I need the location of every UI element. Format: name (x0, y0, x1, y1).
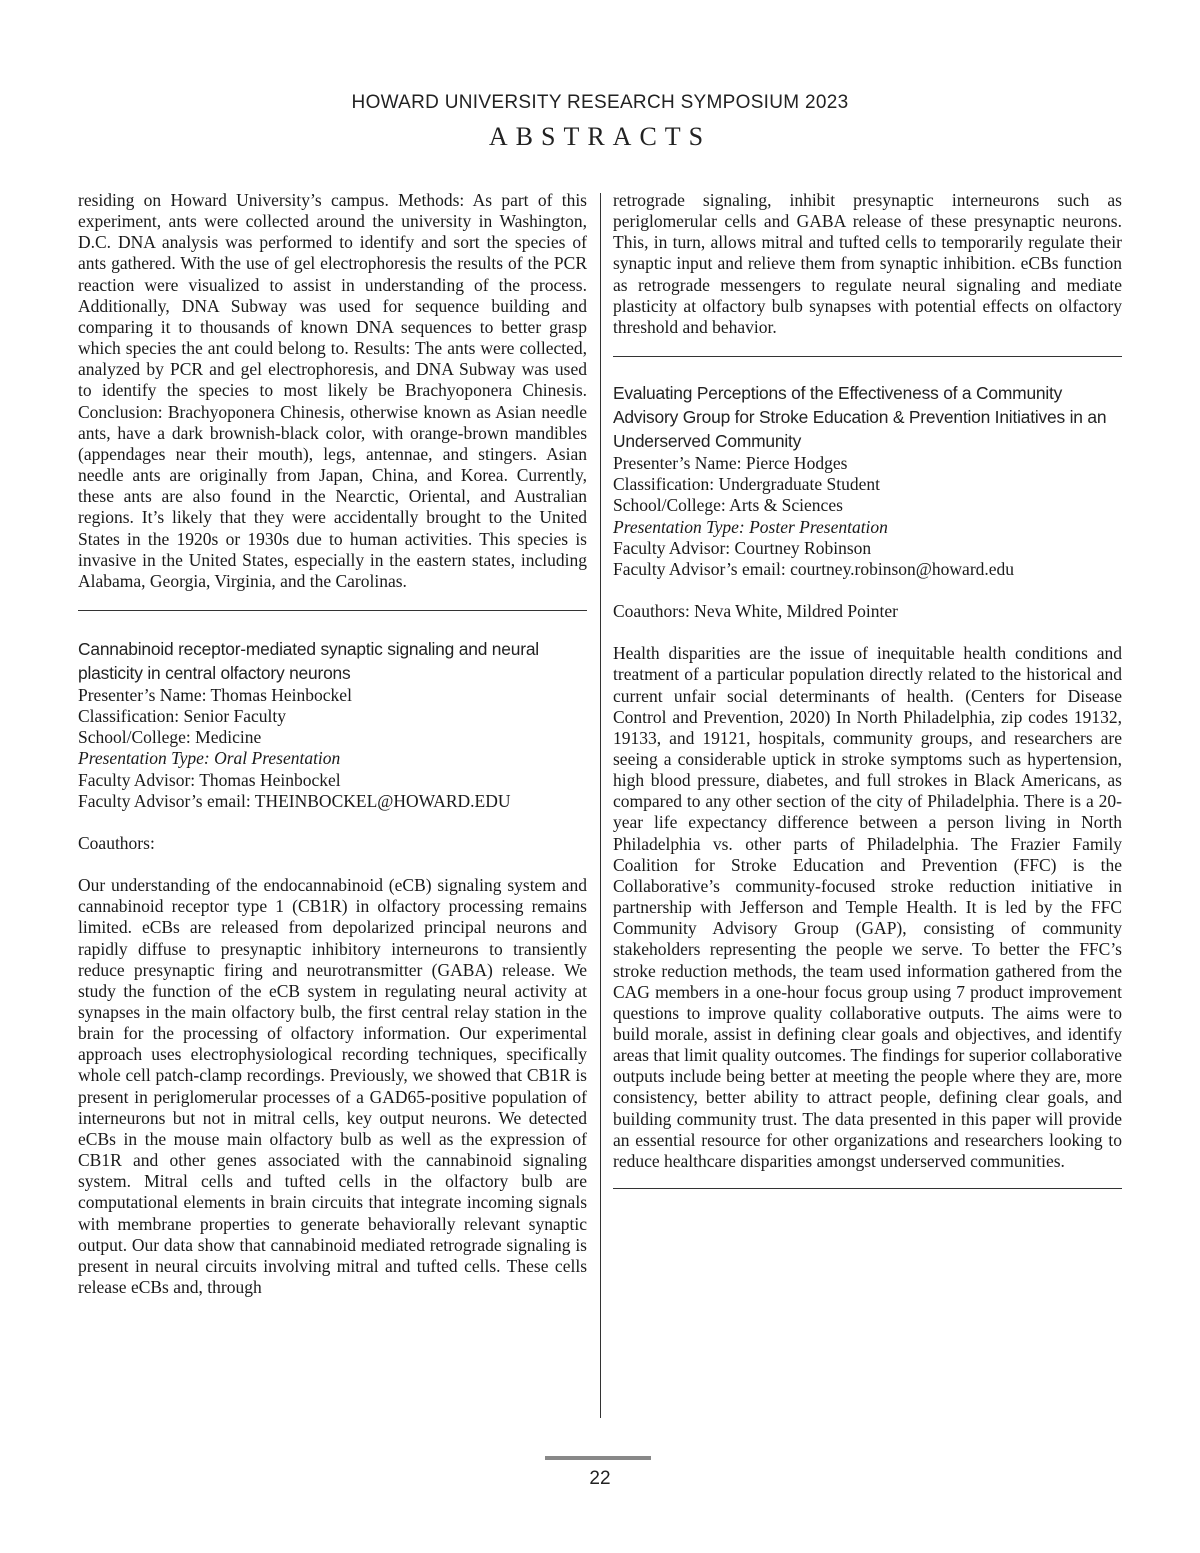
symposium-title: HOWARD UNIVERSITY RESEARCH SYMPOSIUM 2023 (351, 92, 849, 113)
section-divider (613, 1188, 1122, 1189)
presenter-name: Presenter’s Name: Thomas Heinbockel (78, 684, 352, 705)
abstract-body: Our understanding of the endocannabinoid (eCB) signaling system and cannabinoid receptor type 1 (CB1R) in olfactory processing remains limited. eCBs are released from depolarized principal neurons and rapidly diffuse to presynaptic inhibitory interneurons to transiently reduce presynaptic firing and neurotransmitter (GABA) release. We study the function of the eCB system in regulating neural activity at synapses in the main olfactory bulb, the first central relay station in the brain for the processing of olfactory information. Our experimental approach uses electrophysiological recording techniques, specifically whole cell patch-clamp recordings. Previously, we showed that CB1R is present in periglomerular processes of a GAD65-positive population of interneurons but not in mitral cells, key output neurons. We detected eCBs in the mouse main olfactory bulb as well as the expression of CB1R and other genes associated with the cannabinoid signaling system. Mitral cells and tufted cells in the olfactory bulb are computational elements in brain circuits that integrate incoming signals with membrane properties to generate behaviorally relevant synaptic output. Our data show that cannabinoid mediated retrograde signaling is present in neural circuits involving mitral and tufted cells. These cells release eCBs and, through (78, 875, 587, 1298)
presenter-name: Presenter’s Name: Pierce Hodges (613, 453, 848, 474)
presentation-type: Presentation Type: Poster Presentation (613, 516, 888, 537)
section-title: ABSTRACTS (488, 122, 712, 151)
faculty-advisor-email: Faculty Advisor’s email: courtney.robinson@howard.edu (613, 558, 1015, 579)
coauthors: Coauthors: Neva White, Mildred Pointer (613, 601, 898, 622)
faculty-advisor: Faculty Advisor: Thomas Heinbockel (78, 769, 341, 790)
coauthors: Coauthors: (78, 832, 155, 853)
page-header (0, 92, 1200, 152)
continued-abstract-text: residing on Howard University’s campus. Methods: As part of this experiment, ants were collected around the university in Washington, D.C. DNA analysis was performed to identify and sort the species of ants gathered. With the use of gel electrophoresis the results of the PCR reaction were visualized to assist in understanding of the process. Additionally, DNA Subway was used for sequence building and comparing it to thousands of known DNA sequences to better grasp which species the ant could belong to. Results: The ants were collected, analyzed by PCR and gel electrophoresis, and DNA Subway was used to identify the species to most likely be Brachyoponera Chinesis. Conclusion: Brachyoponera Chinesis, otherwise known as Asian needle ants, have a dark brownish-black color, with orange-brown mandibles (appendages near their mouth), legs, antennae, and stingers. Asian needle ants are originally from Japan, China, and Korea. Currently, these ants are also found in the Nearctic, Oriental, and Australian regions. It’s likely that they were accidentally brought to the United States in the 1920s or 1930s due to human activities. This species is invasive in the United States, especially in the eastern states, including Alabama, Georgia, Virginia, and the Carolinas. (78, 190, 587, 591)
school-college: School/College: Medicine (78, 727, 262, 748)
abstract-title: Evaluating Perceptions of the Effectiveness of a Community Advisory Group for Stroke Education & Prevention Initiatives in an Underserved Community (613, 383, 1107, 452)
faculty-advisor-email: Faculty Advisor’s email: THEINBOCKEL@HOWARD.EDU (78, 790, 511, 811)
column-divider (600, 193, 601, 1418)
abstract-title: Cannabinoid receptor-mediated synaptic signaling and neural plasticity in central olfactory neurons (78, 638, 539, 683)
page-number: 22 (589, 1468, 611, 1489)
right-column (613, 190, 1122, 1189)
school-college: School/College: Arts & Sciences (613, 495, 843, 516)
abstract-body: Health disparities are the issue of inequitable health conditions and treatment of a particular population directly related to the historical and current unfair social determinants of health. (Centers for Disease Control and Prevention, 2020) In North Philadelphia, zip codes 19132, 19133, and 19121, hospitals, community groups, and researchers are seeing a considerable uptick in stroke symptoms such as hypertension, high blood pressure, diabetes, and full strokes in Black Americans, as compared to any other section of the city of Philadelphia. There is a 20-year life expectancy difference between a person living in North Philadelphia vs. other parts of Philadelphia. The Frazier Family Coalition for Stroke Education and Prevention (FFC) is the Collaborative’s community-focused stroke reduction initiative in partnership with Jefferson and Temple Health. It is led by the FFC Community Advisory Group (GAP), consisting of community stakeholders representing the people we serve. To better the FFC’s stroke reduction methods, the team used information gathered from the CAG members in a one-hour focus group using 7 product improvement questions to improve quality collaborative outputs. The aims were to build morale, assist in defining clear goals and objectives, and identify areas that limit quality outcomes. The findings for superior collaborative outputs include being better at meeting the people where they are, more consistency, better ability to attract people, defining clear goals, and building community trust. The data presented in this paper will provide an essential resource for other organizations and researchers looking to reduce healthcare disparities amongst underserved communities. (613, 643, 1122, 1171)
classification: Classification: Undergraduate Student (613, 474, 880, 495)
faculty-advisor: Faculty Advisor: Courtney Robinson (613, 537, 872, 558)
presentation-type: Presentation Type: Oral Presentation (78, 748, 341, 769)
footer-rule (545, 1456, 651, 1460)
left-column (78, 190, 587, 1298)
classification: Classification: Senior Faculty (78, 706, 287, 727)
continued-abstract-text: retrograde signaling, inhibit presynaptic interneurons such as periglomerular cells and GABA release of these presynaptic neurons. This, in turn, allows mitral and tufted cells to temporarily regulate their synaptic input and relieve them from synaptic inhibition. eCBs function as retrograde messengers to regulate neural signaling and mediate plasticity at olfactory bulb synapses with potential effects on olfactory threshold and behavior. (613, 190, 1122, 337)
